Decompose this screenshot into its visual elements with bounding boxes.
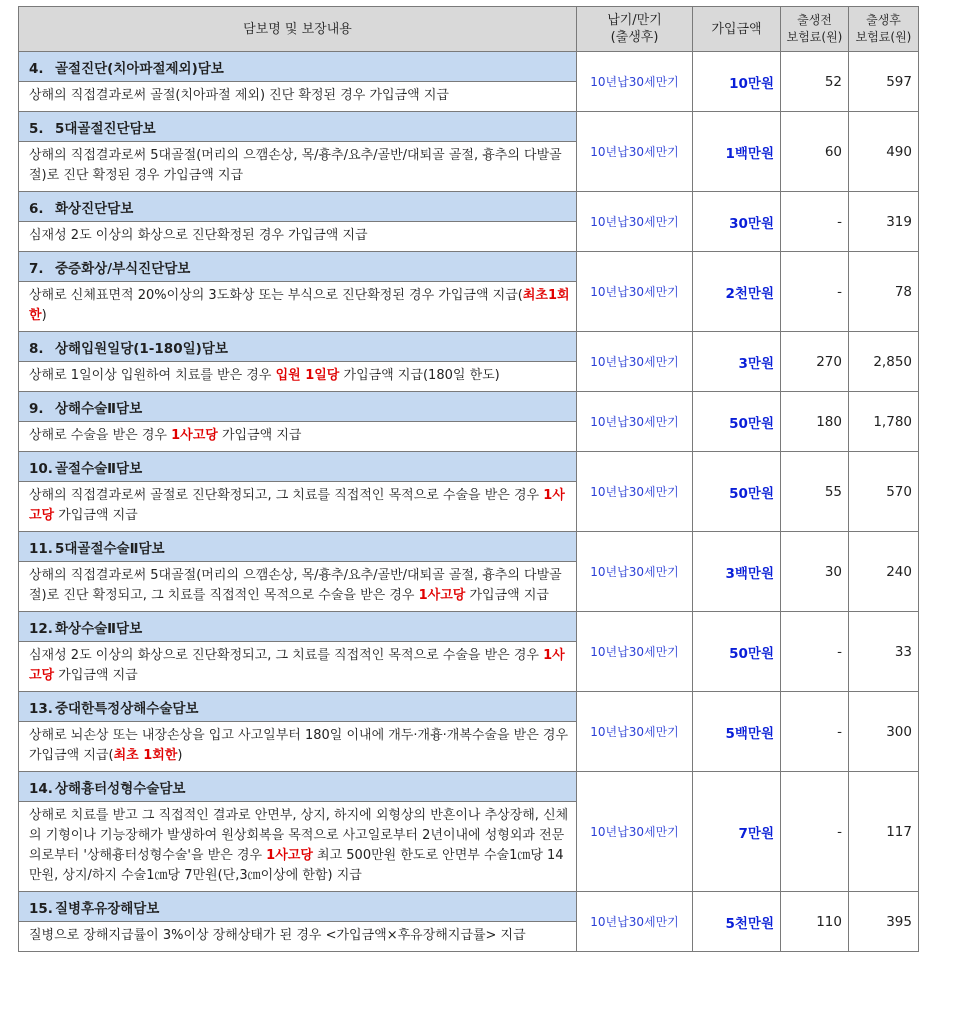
premium-after-birth: 33 bbox=[849, 612, 919, 692]
emphasis-text: 최초1회한 bbox=[29, 288, 570, 323]
coverage-description bbox=[19, 82, 577, 112]
description-text: 심재성 2도 이상의 화상으로 진단확정된 경우 가입금액 지급 bbox=[29, 228, 368, 243]
premium-before-birth: - bbox=[781, 252, 849, 332]
payment-term: 10년납30세만기 bbox=[577, 892, 693, 952]
coverage-amount: 5백만원 bbox=[693, 692, 781, 772]
premium-after-birth: 117 bbox=[849, 772, 919, 892]
coverage-description bbox=[19, 722, 577, 772]
table-row-title bbox=[19, 772, 919, 802]
coverage-amount: 3백만원 bbox=[693, 532, 781, 612]
coverage-amount: 5천만원 bbox=[693, 892, 781, 952]
coverage-amount: 7만원 bbox=[693, 772, 781, 892]
coverage-number: 12. bbox=[29, 620, 53, 637]
coverage-title bbox=[19, 392, 577, 422]
emphasis-text: 1사고당 bbox=[29, 648, 565, 683]
coverage-title bbox=[19, 452, 577, 482]
premium-before-birth: 60 bbox=[781, 112, 849, 192]
table-row-title bbox=[19, 532, 919, 562]
coverage-description bbox=[19, 802, 577, 892]
payment-term: 10년납30세만기 bbox=[577, 452, 693, 532]
premium-after-birth: 319 bbox=[849, 192, 919, 252]
description-text: 질병으로 장해지급률이 3%이상 장해상태가 된 경우 <가입금액×후유장해지급률> 지급 bbox=[29, 928, 526, 943]
coverage-description bbox=[19, 482, 577, 532]
description-text: 가입금액 지급 bbox=[54, 508, 138, 523]
description-text: 상해의 직접결과로써 골절(치아파절 제외) 진단 확정된 경우 가입금액 지급 bbox=[29, 88, 449, 103]
header-before-line1: 출생전 bbox=[797, 13, 832, 27]
payment-term: 10년납30세만기 bbox=[577, 772, 693, 892]
description-text: 상해의 직접결과로써 5대골절(머리의 으깸손상, 목/흉추/요추/골반/대퇴골 골절, 흉추의 다발골절)로 진단 확정되고, 그 치료를 직접적인 목적으로 수술을 받은 경우 bbox=[29, 568, 562, 603]
coverage-number: 4. bbox=[29, 60, 44, 77]
coverage-amount: 2천만원 bbox=[693, 252, 781, 332]
premium-before-birth: - bbox=[781, 692, 849, 772]
payment-term: 10년납30세만기 bbox=[577, 192, 693, 252]
coverage-title bbox=[19, 252, 577, 282]
description-text: 최고 500만원 한도로 안면부 수술1㎝당 14만원, 상지/하지 수술1㎝당 7만원(단,3㎝이상에 한함) 지급 bbox=[29, 848, 564, 883]
premium-after-birth: 570 bbox=[849, 452, 919, 532]
description-text: ) bbox=[177, 748, 183, 763]
description-text: 상해로 뇌손상 또는 내장손상을 입고 사고일부터 180일 이내에 개두·개흉·개복수술을 받은 경우 가입금액 지급( bbox=[29, 728, 569, 763]
coverage-title bbox=[19, 192, 577, 222]
coverage-name: 상해수술Ⅱ담보 bbox=[55, 400, 143, 417]
premium-after-birth: 300 bbox=[849, 692, 919, 772]
coverage-number: 13. bbox=[29, 700, 53, 717]
coverage-name: 중대한특정상해수술담보 bbox=[55, 700, 199, 717]
header-coverage: 담보명 및 보장내용 bbox=[19, 7, 577, 52]
header-term bbox=[577, 7, 693, 52]
premium-before-birth: 30 bbox=[781, 532, 849, 612]
description-text: 심재성 2도 이상의 화상으로 진단확정되고, 그 치료를 직접적인 목적으로 수술을 받은 경우 bbox=[29, 648, 544, 663]
payment-term: 10년납30세만기 bbox=[577, 612, 693, 692]
premium-before-birth: 180 bbox=[781, 392, 849, 452]
premium-after-birth: 490 bbox=[849, 112, 919, 192]
coverage-number: 7. bbox=[29, 260, 44, 277]
table-row-title bbox=[19, 192, 919, 222]
premium-after-birth: 1,780 bbox=[849, 392, 919, 452]
coverage-title bbox=[19, 772, 577, 802]
coverage-amount: 50만원 bbox=[693, 452, 781, 532]
table-body bbox=[19, 52, 919, 952]
coverage-number: 8. bbox=[29, 340, 44, 357]
coverage-description bbox=[19, 562, 577, 612]
premium-before-birth: 52 bbox=[781, 52, 849, 112]
premium-before-birth: - bbox=[781, 612, 849, 692]
coverage-title bbox=[19, 892, 577, 922]
header-amount: 가입금액 bbox=[693, 7, 781, 52]
payment-term: 10년납30세만기 bbox=[577, 332, 693, 392]
coverage-amount: 3만원 bbox=[693, 332, 781, 392]
emphasis-text: 입원 1일당 bbox=[275, 368, 340, 383]
payment-term: 10년납30세만기 bbox=[577, 392, 693, 452]
coverage-title bbox=[19, 532, 577, 562]
description-text: 가입금액 지급 bbox=[217, 428, 302, 443]
coverage-amount: 50만원 bbox=[693, 392, 781, 452]
coverage-description bbox=[19, 282, 577, 332]
table-row-title bbox=[19, 612, 919, 642]
emphasis-text: 1사고당 bbox=[171, 428, 218, 443]
coverage-description bbox=[19, 142, 577, 192]
table-row-title bbox=[19, 692, 919, 722]
coverage-amount: 50만원 bbox=[693, 612, 781, 692]
coverage-description bbox=[19, 642, 577, 692]
table-row-title bbox=[19, 52, 919, 82]
premium-before-birth: 270 bbox=[781, 332, 849, 392]
table-row-title bbox=[19, 392, 919, 422]
coverage-amount: 10만원 bbox=[693, 52, 781, 112]
payment-term: 10년납30세만기 bbox=[577, 52, 693, 112]
table-row-title bbox=[19, 452, 919, 482]
emphasis-text: 1사고당 bbox=[266, 848, 313, 863]
table-row-title bbox=[19, 332, 919, 362]
coverage-number: 10. bbox=[29, 460, 53, 477]
coverage-number: 11. bbox=[29, 540, 53, 557]
payment-term: 10년납30세만기 bbox=[577, 532, 693, 612]
emphasis-text: 최초 1회한 bbox=[113, 748, 178, 763]
payment-term: 10년납30세만기 bbox=[577, 252, 693, 332]
premium-after-birth: 2,850 bbox=[849, 332, 919, 392]
description-text: ) bbox=[41, 308, 47, 323]
table-row-title bbox=[19, 252, 919, 282]
coverage-name: 화상수술Ⅱ담보 bbox=[55, 620, 143, 637]
coverage-title bbox=[19, 112, 577, 142]
description-text: 상해로 치료를 받고 그 직접적인 결과로 안면부, 상지, 하지에 외형상의 반흔이나 추상장해, 신체의 기형이나 기능장해가 발생하여 원상회복을 목적으로 사고일로부터 2년이내에 성형외과 전문의로부터 '상해흉터성형수술'을 받은 경우 bbox=[29, 808, 569, 863]
coverage-name: 질병후유장해담보 bbox=[55, 900, 160, 917]
coverage-name: 상해흉터성형수술담보 bbox=[55, 780, 186, 797]
premium-before-birth: 55 bbox=[781, 452, 849, 532]
description-text: 상해의 직접결과로써 골절로 진단확정되고, 그 치료를 직접적인 목적으로 수술을 받은 경우 bbox=[29, 488, 544, 503]
coverage-number: 6. bbox=[29, 200, 44, 217]
table-header-row bbox=[19, 7, 919, 52]
header-premium-after bbox=[849, 7, 919, 52]
emphasis-text: 1사고당 bbox=[29, 488, 565, 523]
coverage-number: 5. bbox=[29, 120, 44, 137]
payment-term: 10년납30세만기 bbox=[577, 692, 693, 772]
description-text: 상해의 직접결과로써 5대골절(머리의 으깸손상, 목/흉추/요추/골반/대퇴골 골절, 흉추의 다발골절)로 진단 확정된 경우 가입금액 지급 bbox=[29, 148, 562, 183]
description-text: 가입금액 지급 bbox=[54, 668, 138, 683]
premium-before-birth: - bbox=[781, 772, 849, 892]
premium-after-birth: 597 bbox=[849, 52, 919, 112]
premium-after-birth: 240 bbox=[849, 532, 919, 612]
header-after-line1: 출생후 bbox=[866, 13, 901, 27]
coverage-name: 골절수술Ⅱ담보 bbox=[55, 460, 143, 477]
description-text: 가입금액 지급 bbox=[465, 588, 549, 603]
description-text: 상해로 신체표면적 20%이상의 3도화상 또는 부식으로 진단확정된 경우 가입금액 지급( bbox=[29, 288, 523, 303]
coverage-description bbox=[19, 922, 577, 952]
coverage-name: 골절진단(치아파절제외)담보 bbox=[55, 60, 224, 77]
coverage-title bbox=[19, 52, 577, 82]
payment-term: 10년납30세만기 bbox=[577, 112, 693, 192]
header-term-line2: (출생후) bbox=[610, 30, 659, 45]
coverage-description bbox=[19, 362, 577, 392]
premium-before-birth: 110 bbox=[781, 892, 849, 952]
coverage-name: 5대골절수술Ⅱ담보 bbox=[55, 540, 165, 557]
header-premium-before bbox=[781, 7, 849, 52]
coverage-title bbox=[19, 612, 577, 642]
description-text: 상해로 1일이상 입원하여 치료를 받은 경우 bbox=[29, 368, 276, 383]
emphasis-text: 1사고당 bbox=[418, 588, 466, 603]
coverage-name: 중증화상/부식진단담보 bbox=[55, 260, 191, 277]
premium-after-birth: 395 bbox=[849, 892, 919, 952]
premium-before-birth: - bbox=[781, 192, 849, 252]
coverage-title bbox=[19, 692, 577, 722]
coverage-title bbox=[19, 332, 577, 362]
coverage-number: 14. bbox=[29, 780, 53, 797]
premium-after-birth: 78 bbox=[849, 252, 919, 332]
coverage-name: 화상진단담보 bbox=[55, 200, 134, 217]
table-row-title bbox=[19, 112, 919, 142]
description-text: 가입금액 지급(180일 한도) bbox=[339, 368, 500, 383]
coverage-number: 9. bbox=[29, 400, 44, 417]
coverage-number: 15. bbox=[29, 900, 53, 917]
header-after-line2: 보험료(원) bbox=[855, 30, 912, 44]
header-term-line1: 납기/만기 bbox=[607, 13, 662, 28]
description-text: 상해로 수술을 받은 경우 bbox=[29, 428, 172, 443]
coverage-amount: 30만원 bbox=[693, 192, 781, 252]
coverage-name: 5대골절진단담보 bbox=[55, 120, 156, 137]
coverage-amount: 1백만원 bbox=[693, 112, 781, 192]
coverage-description bbox=[19, 222, 577, 252]
table-row-title bbox=[19, 892, 919, 922]
coverage-description bbox=[19, 422, 577, 452]
coverage-table-container bbox=[18, 6, 918, 952]
coverage-name: 상해입원일당(1-180일)담보 bbox=[55, 340, 228, 357]
coverage-table bbox=[18, 6, 919, 952]
header-before-line2: 보험료(원) bbox=[786, 30, 843, 44]
